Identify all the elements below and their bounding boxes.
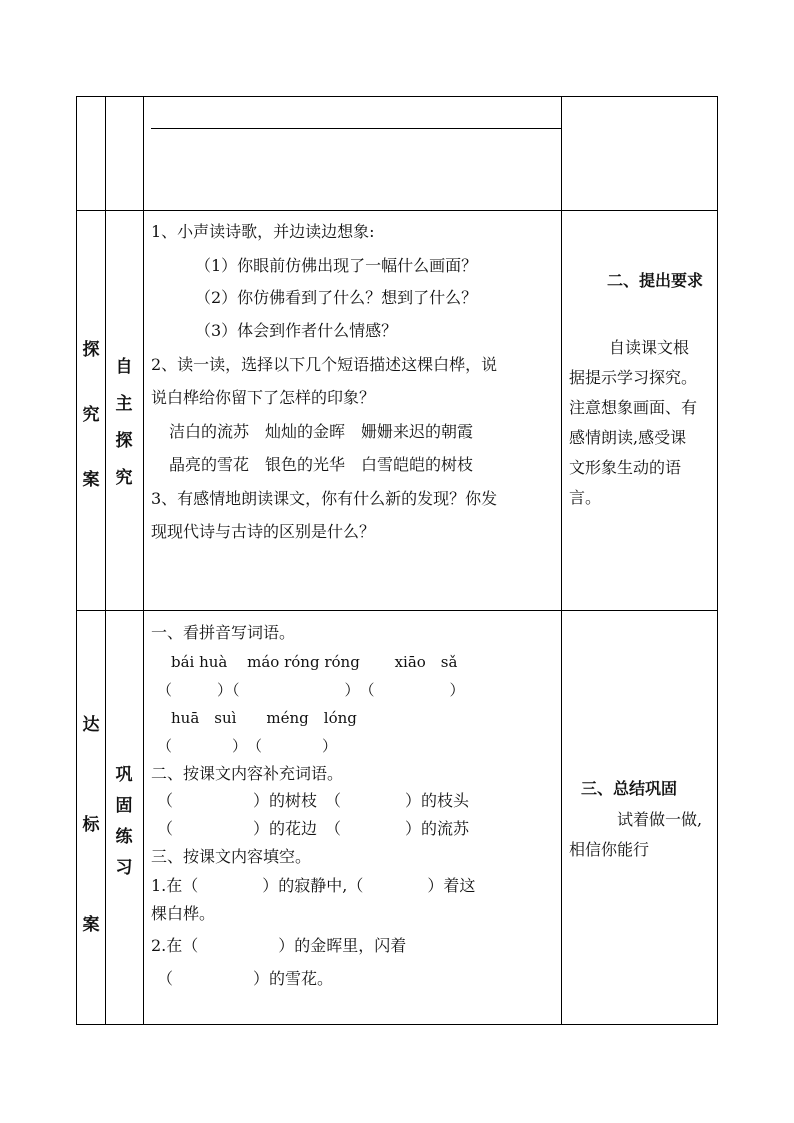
pinyin-line1: bái huà máo róng róng xiāo sǎ <box>171 653 458 671</box>
q1-sub3: （3）体会到作者什么情感？ <box>195 321 398 340</box>
section-label-tanjiu: 探 究 案 <box>82 340 100 490</box>
q2-line2: 说白桦给你留下了怎样的印象？ <box>151 388 376 407</box>
ex2-line1: （ ）的树枝 （ ）的枝头 <box>157 791 470 810</box>
table-top-border <box>76 96 718 97</box>
right-text-summary: 试着做一做, 相信你能行 <box>569 810 703 859</box>
answer-line <box>151 128 561 129</box>
col-divider-1 <box>105 96 106 1025</box>
phrases-line1: 洁白的流苏 灿灿的金晖 姗姗来迟的朝霞 <box>169 422 474 441</box>
ex3-item2-line1: 2.在（ ）的金晖里，闪着 <box>151 936 407 955</box>
row-divider-1 <box>76 210 718 211</box>
col-divider-2 <box>143 96 144 1025</box>
sub-label-gonggu: 巩 固 练 习 <box>115 765 133 878</box>
table-right-border <box>717 96 718 1025</box>
ex3-item1-line2: 棵白桦。 <box>151 904 216 923</box>
ex3-item1-line1: 1.在（ ）的寂静中,（ ）着这 <box>151 876 476 895</box>
q3-line2: 现现代诗与古诗的区别是什么？ <box>151 522 376 541</box>
right-title-requirements: 二、提出要求 <box>607 271 704 290</box>
q1: 1、小声读诗歌，并边读边想象: <box>151 222 375 241</box>
table-bottom-border <box>76 1024 718 1025</box>
sub-label-zizhu: 自 主 探 究 <box>115 357 133 488</box>
right-text-requirements: 自读课文根 据提示学习探究。 注意想象画面、有 感情朗读,感受课 文形象生动的语 言。 <box>569 338 698 507</box>
q1-sub2: （2）你仿佛看到了什么？想到了什么？ <box>195 288 478 307</box>
section-label-dabiao: 达 标 案 <box>82 715 100 935</box>
row-divider-2 <box>76 610 718 611</box>
table-left-border <box>76 96 77 1025</box>
q3-line1: 3、有感情地朗读课文，你有什么新的发现？你发 <box>151 489 498 508</box>
pinyin-line2: huā suì méng lóng <box>171 709 357 727</box>
phrases-line2: 晶亮的雪花 银色的光华 白雪皑皑的树枝 <box>169 455 474 474</box>
ex3-item2-line2: （ ）的雪花。 <box>157 969 334 988</box>
q2-line1: 2、读一读，选择以下几个短语描述这棵白桦，说 <box>151 355 498 374</box>
ex1-title: 一、看拼音写词语。 <box>151 623 296 642</box>
blanks-line2: （ ） （ ） <box>157 737 338 755</box>
col-divider-3 <box>561 96 562 1025</box>
ex3-title: 三、按课文内容填空。 <box>151 847 312 866</box>
blanks-line1: （ ）（ ） （ ） <box>157 681 465 699</box>
q1-sub1: （1）你眼前仿佛出现了一幅什么画面？ <box>195 256 478 275</box>
ex2-title: 二、按课文内容补充词语。 <box>151 764 344 783</box>
right-title-summary: 三、总结巩固 <box>581 779 678 798</box>
ex2-line2: （ ）的花边 （ ）的流苏 <box>157 819 470 838</box>
